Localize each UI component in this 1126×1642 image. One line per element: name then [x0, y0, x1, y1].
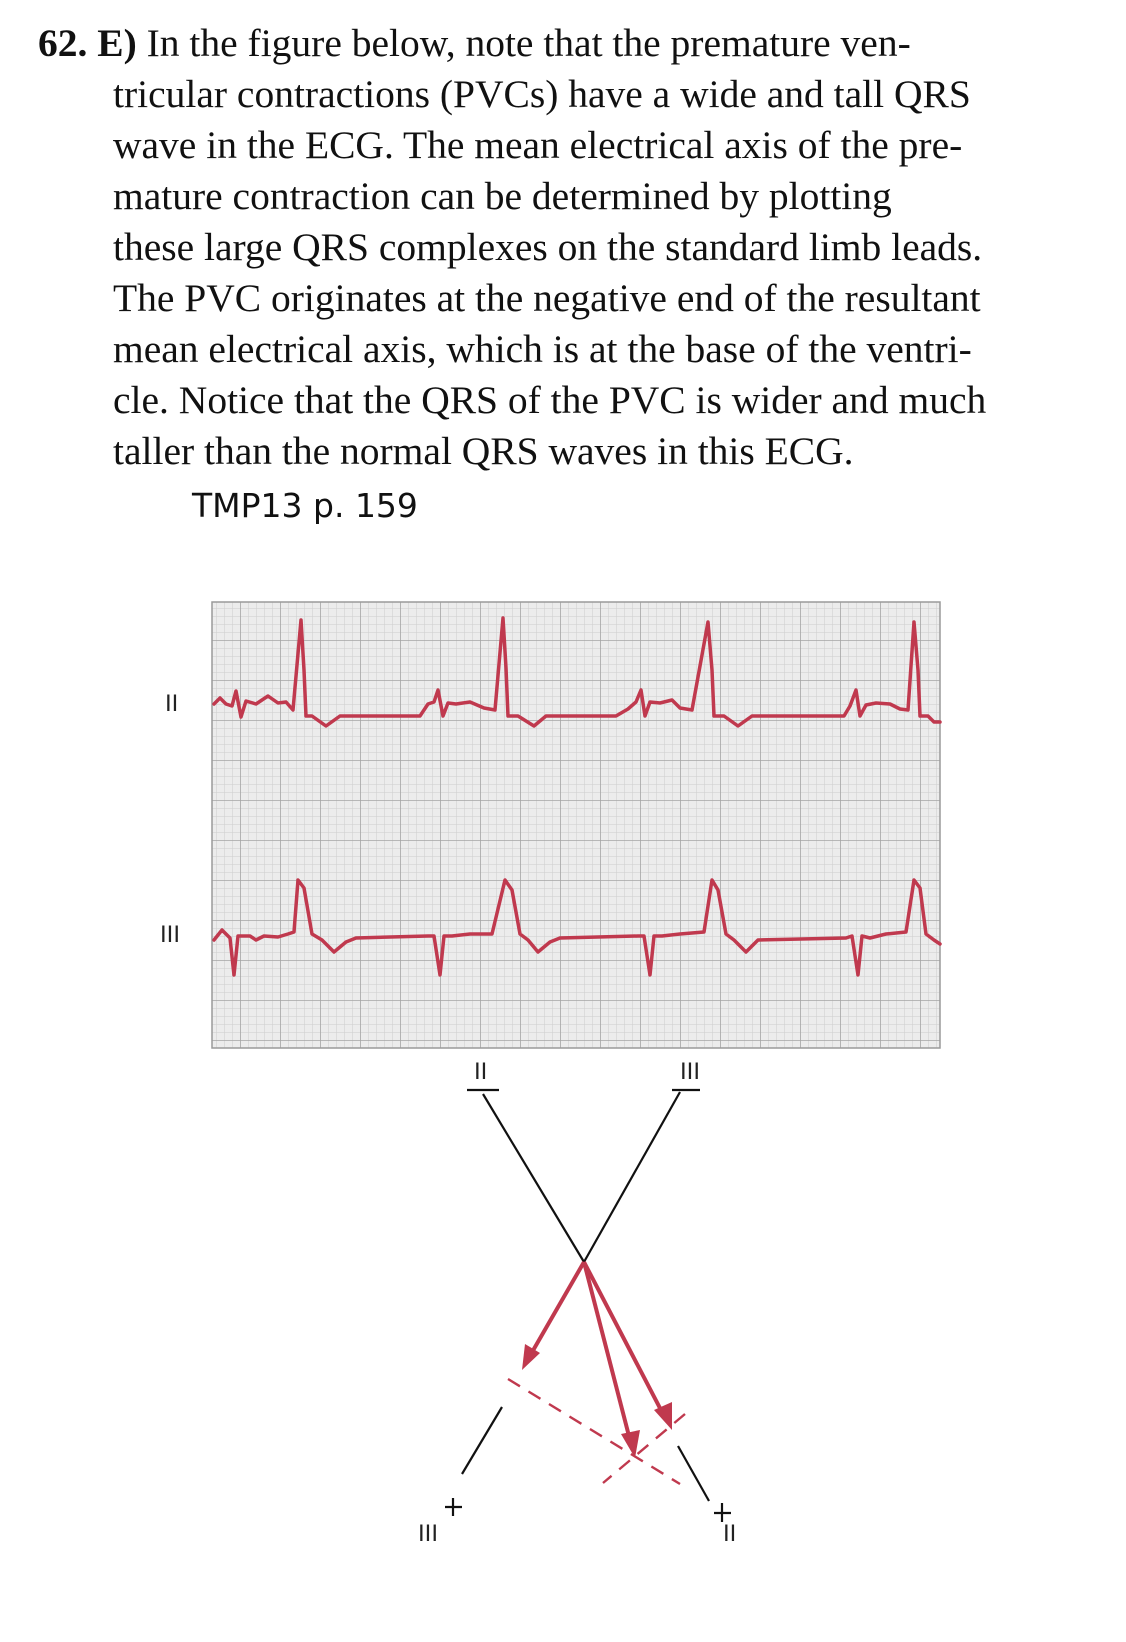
answer-letter: E)	[97, 21, 137, 65]
lead-iii-axis-line	[584, 1092, 680, 1262]
projection-line-2	[603, 1414, 685, 1483]
explanation-line-3: wave in the ECG. The mean electrical axis of the pre-	[113, 123, 963, 167]
explanation-line-1: In the figure below, note that the premature ven-	[146, 21, 911, 65]
explanation-line-4: mature contraction can be determined by plotting	[113, 174, 892, 218]
lead-ii-axis-line	[483, 1094, 584, 1262]
lead-iii-label: III	[160, 921, 181, 948]
explanation-line-6: The PVC originates at the negative end of the resultant	[113, 276, 981, 320]
textbook-reference: TMP13 p. 159	[192, 486, 418, 525]
vector-mean-axis	[584, 1262, 630, 1440]
explanation-line-8: cle. Notice that the QRS of the PVC is wider and much	[113, 378, 987, 422]
axis-label-ii-top: II	[474, 1058, 488, 1085]
positive-sign-iii	[445, 1498, 462, 1516]
axis-label-ii-bottom: II	[723, 1520, 737, 1547]
explanation-line-7: mean electrical axis, which is at the base of the ventri-	[113, 327, 972, 371]
explanation-line-9: taller than the normal QRS waves in this ECG.	[113, 429, 854, 473]
question-number: 62.	[38, 21, 88, 65]
axis-label-iii-top: III	[680, 1058, 701, 1085]
vector-lead-ii	[584, 1262, 662, 1412]
axis-label-iii-bottom: III	[418, 1520, 439, 1547]
explanation-line-5: these large QRS complexes on the standard limb leads.	[113, 225, 983, 269]
explanation-line-2: tricular contractions (PVCs) have a wide and tall QRS	[113, 72, 971, 116]
vector-lead-iii	[531, 1262, 584, 1354]
lead-ii-label: II	[165, 690, 179, 717]
